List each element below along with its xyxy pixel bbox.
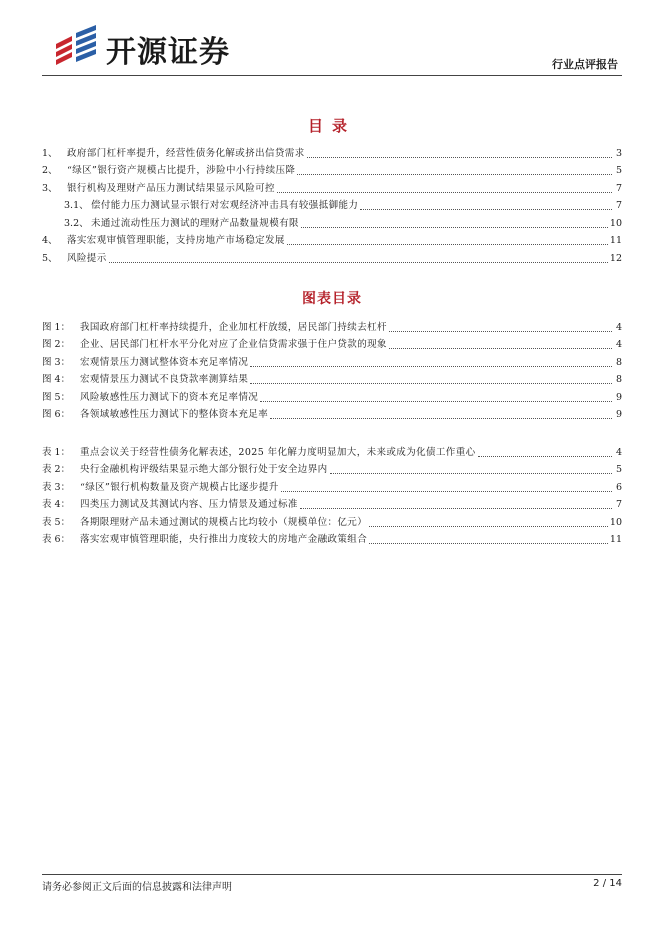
table-page: 5: [615, 464, 622, 475]
figure-page: 8: [615, 356, 622, 368]
dot-leader: [478, 456, 613, 457]
figure-page: 8: [615, 374, 622, 385]
figure-entry[interactable]: [42, 386, 622, 404]
dot-leader: [389, 348, 612, 349]
table-number: 表 3：: [42, 481, 71, 493]
dot-leader: [330, 473, 612, 474]
figure-number: 图 4：: [42, 374, 71, 385]
dot-leader: [260, 401, 612, 402]
figure-page: 4: [615, 339, 622, 350]
dot-leader: [369, 543, 608, 544]
table-number: 表 5：: [42, 516, 71, 528]
figure-entry[interactable]: [42, 351, 622, 369]
toc-entry-text: 风险提示: [67, 252, 107, 264]
figure-caption: 我国政府部门杠杆率持续提升，企业加杠杆放缓，居民部门持续去杠杆: [80, 321, 387, 333]
toc-entry-number: 1、: [42, 147, 58, 159]
dot-leader: [389, 331, 612, 332]
figure-entry[interactable]: [42, 316, 622, 334]
figure-number: 图 5：: [42, 391, 71, 403]
figure-caption: 各领域敏感性压力测试下的整体资本充足率: [80, 409, 269, 420]
figure-number: 图 1：: [42, 321, 71, 333]
figure-number: 图 6：: [42, 409, 71, 420]
toc-entry-page: 7: [615, 182, 622, 194]
toc-entry[interactable]: [42, 247, 622, 265]
brand-name: 开源证券: [106, 35, 230, 70]
toc-entry-text: “绿区”银行资产规模占比提升，涉险中小行持续压降: [67, 165, 296, 176]
toc-entry-number: 5、: [42, 252, 58, 264]
toc-entry-number: 2、: [42, 165, 58, 176]
toc-entry[interactable]: [42, 177, 622, 195]
toc-list: [42, 142, 622, 265]
toc-entry-page: 3: [615, 147, 622, 159]
table-number: 表 2：: [42, 464, 71, 475]
dot-leader: [369, 526, 608, 527]
toc-entry-text: 落实宏观审慎管理职能，支持房地产市场稳定发展: [67, 235, 285, 246]
figure-entry[interactable]: [42, 404, 622, 422]
toc-entry[interactable]: [42, 142, 622, 160]
table-number: 表 1：: [42, 446, 71, 458]
table-page: 4: [615, 446, 622, 458]
table-list: [42, 441, 622, 546]
toc-subentry[interactable]: [42, 212, 622, 230]
figure-entry[interactable]: [42, 334, 622, 352]
toc-entry-text: 银行机构及理财产品压力测试结果显示风险可控: [67, 182, 275, 194]
table-caption: 四类压力测试及其测试内容、压力情景及通过标准: [80, 499, 298, 510]
figure-number: 图 2：: [42, 339, 71, 350]
dot-leader: [307, 157, 612, 158]
dot-leader: [277, 192, 612, 193]
footer-disclaimer: 请务必参阅正文后面的信息披露和法律声明: [42, 882, 232, 893]
table-number: 表 4：: [42, 499, 71, 510]
table-page: 6: [615, 481, 622, 493]
table-entry[interactable]: [42, 476, 622, 494]
table-caption: 落实宏观审慎管理职能，央行推出力度较大的房地产金融政策组合: [80, 534, 368, 545]
dot-leader: [109, 262, 608, 263]
report-type: 行业点评报告: [552, 58, 618, 71]
footer-divider: [42, 874, 622, 875]
table-caption: 重点会议关于经营性债务化解表述，2025 年化解力度明显加大，未来或成为化债工作重心: [80, 446, 476, 458]
figure-caption: 企业、居民部门杠杆水平分化对应了企业信贷需求强于住户贷款的现象: [80, 339, 387, 350]
toc-entry-text: 未通过流动性压力测试的理财产品数量规模有限: [91, 217, 299, 229]
toc-title: 目录: [307, 117, 356, 135]
table-entry[interactable]: [42, 441, 622, 459]
kaiyuan-logo-icon: [52, 24, 100, 66]
toc-entry[interactable]: [42, 230, 622, 248]
toc-entry-page: 11: [609, 235, 622, 246]
dot-leader: [301, 227, 608, 228]
header-divider: [42, 75, 622, 76]
table-caption: “绿区”银行机构数量及资产规模占比逐步提升: [80, 481, 279, 493]
page-header: [42, 14, 622, 74]
toc-entry[interactable]: [42, 160, 622, 178]
figure-caption: 宏观情景压力测试不良贷款率测算结果: [80, 374, 249, 385]
toc-entry-text: 政府部门杠杆率提升，经营性债务化解或挤出信贷需求: [67, 147, 305, 159]
toc-entry-number: 4、: [42, 235, 58, 246]
table-caption: 各期限理财产品未通过测试的规模占比均较小（规模单位：亿元）: [80, 516, 368, 528]
toc-entry-number: 3.1、: [64, 200, 89, 211]
dot-leader: [360, 209, 612, 210]
table-entry[interactable]: [42, 494, 622, 512]
toc-entry-page: 7: [615, 200, 622, 211]
table-entry[interactable]: [42, 459, 622, 477]
figure-page: 9: [615, 409, 622, 420]
figure-caption: 风险敏感性压力测试下的资本充足率情况: [80, 391, 259, 403]
dot-leader: [287, 244, 608, 245]
dot-leader: [281, 491, 612, 492]
toc-entry-page: 5: [615, 165, 622, 176]
page-number: 2 / 14: [593, 878, 622, 889]
table-entry[interactable]: [42, 529, 622, 547]
dot-leader: [300, 508, 612, 509]
figure-caption: 宏观情景压力测试整体资本充足率情况: [80, 356, 249, 368]
table-page: 11: [609, 534, 622, 545]
dot-leader: [297, 174, 612, 175]
toc-entry-number: 3、: [42, 182, 58, 194]
toc-subentry[interactable]: [42, 195, 622, 213]
dot-leader: [250, 366, 612, 367]
toc-entry-number: 3.2、: [64, 217, 89, 229]
figure-page: 4: [615, 321, 622, 333]
figure-number: 图 3：: [42, 356, 71, 368]
table-caption: 央行金融机构评级结果显示绝大部分银行处于安全边界内: [80, 464, 328, 475]
table-page: 10: [609, 516, 622, 528]
dot-leader: [270, 418, 612, 419]
figure-entry[interactable]: [42, 369, 622, 387]
toc-entry-page: 10: [609, 217, 622, 229]
toc-entry-text: 偿付能力压力测试显示银行对宏观经济冲击具有较强抵御能力: [91, 200, 359, 211]
figure-list: [42, 316, 622, 421]
table-entry[interactable]: [42, 511, 622, 529]
table-number: 表 6：: [42, 534, 71, 545]
table-page: 7: [615, 499, 622, 510]
dot-leader: [250, 383, 612, 384]
figure-page: 9: [615, 391, 622, 403]
figures-title: 图表目录: [302, 291, 362, 307]
toc-entry-page: 12: [609, 252, 622, 264]
